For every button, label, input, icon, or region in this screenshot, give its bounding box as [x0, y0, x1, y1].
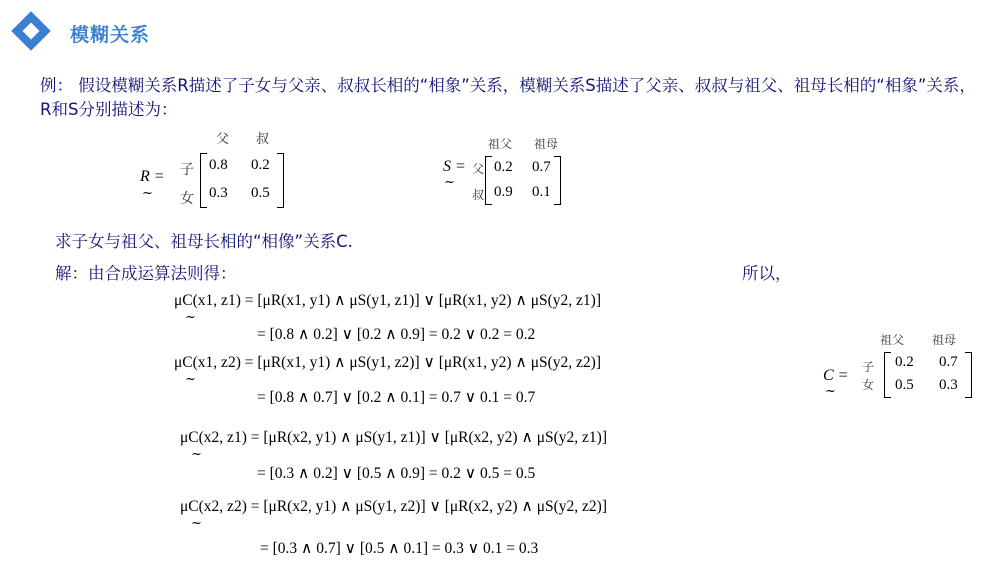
- matrix-cell: 0.7: [939, 354, 958, 370]
- matrix-s-row-label: 父: [472, 162, 485, 176]
- matrix-s-name: S =: [443, 158, 466, 175]
- equation-lhs: μC(x1, z1) = [μR(x1, y1) ∧ μS(y1, z1)] ∨ [μR(x1, y2) ∧ μS(y2, z1)]: [174, 292, 601, 309]
- matrix-c-name: C =: [823, 367, 849, 384]
- matrix-s-col-label: 祖母: [534, 137, 559, 151]
- matrix-cell: 0.8: [209, 157, 228, 173]
- matrix-cell: 0.2: [895, 354, 914, 370]
- page-title: 模糊关系: [70, 24, 151, 46]
- matrix-s-brackets: [485, 156, 561, 205]
- matrix-r-row-label: 女: [180, 191, 194, 207]
- matrix-cell: 0.5: [251, 185, 270, 201]
- matrix-cell: 0.2: [494, 159, 513, 175]
- matrix-cell: 0.1: [532, 184, 551, 200]
- matrix-cell: 0.3: [209, 185, 228, 201]
- matrix-s-row-label: 叔: [472, 188, 485, 202]
- matrix-cell: 0.5: [895, 377, 914, 393]
- matrix-cell: 0.9: [494, 184, 513, 200]
- equation-rhs: = [0.8 ∧ 0.7] ∨ [0.2 ∧ 0.1] = 0.7 ∨ 0.1 = 0.7: [257, 389, 536, 406]
- equation-rhs: = [0.8 ∧ 0.2] ∨ [0.2 ∧ 0.9] = 0.2 ∨ 0.2 = 0.2: [257, 326, 536, 343]
- matrix-c-row-label: 女: [862, 378, 875, 392]
- matrix-s-col-label: 祖父: [488, 137, 513, 151]
- diamond-bullet-icon: [12, 12, 52, 52]
- matrix-r-name: R =: [140, 168, 165, 185]
- equation-rhs: = [0.3 ∧ 0.7] ∨ [0.5 ∧ 0.1] = 0.3 ∨ 0.1 = 0.3: [260, 540, 539, 557]
- matrix-r-col-label: 叔: [256, 132, 270, 147]
- equation-lhs: μC(x1, z2) = [μR(x1, y1) ∧ μS(y1, z2)] ∨ [μR(x1, y2) ∧ μS(y2, z2)]: [174, 354, 601, 371]
- matrix-cell: 0.3: [939, 377, 958, 393]
- so-label: 所以，: [742, 264, 792, 283]
- matrix-c-row-label: 子: [862, 360, 875, 374]
- matrix-cell: 0.7: [532, 159, 551, 175]
- intro-paragraph: 例： 假设模糊关系R描述了子女与父亲、叔叔长相的“相象”关系，模糊关系S描述了父亲、叔叔与祖父、祖母长相的“相象”关系，R和S分别描述为：: [40, 76, 976, 119]
- matrix-r-brackets: [200, 153, 284, 208]
- matrix-c-col-label: 祖父: [880, 333, 905, 347]
- matrix-cell: 0.2: [251, 157, 270, 173]
- equation-lhs: μC(x2, z2) = [μR(x2, y1) ∧ μS(y1, z2)] ∨ [μR(x2, y2) ∧ μS(y2, z2)]: [180, 498, 607, 515]
- solution-label: 解：由合成运算法则得：: [55, 264, 237, 283]
- equation-lhs: μC(x2, z1) = [μR(x2, y1) ∧ μS(y1, z1)] ∨ [μR(x2, y2) ∧ μS(y2, z1)]: [180, 429, 607, 446]
- matrix-c-brackets: [884, 352, 972, 398]
- equation-rhs: = [0.3 ∧ 0.2] ∨ [0.5 ∧ 0.9] = 0.2 ∨ 0.5 = 0.5: [257, 465, 536, 482]
- question-text: 求子女与祖父、祖母长相的“相像”关系C.: [55, 232, 353, 251]
- matrix-r-col-label: 父: [216, 132, 230, 147]
- matrix-c-col-label: 祖母: [932, 333, 957, 347]
- matrix-r-row-label: 子: [180, 162, 194, 178]
